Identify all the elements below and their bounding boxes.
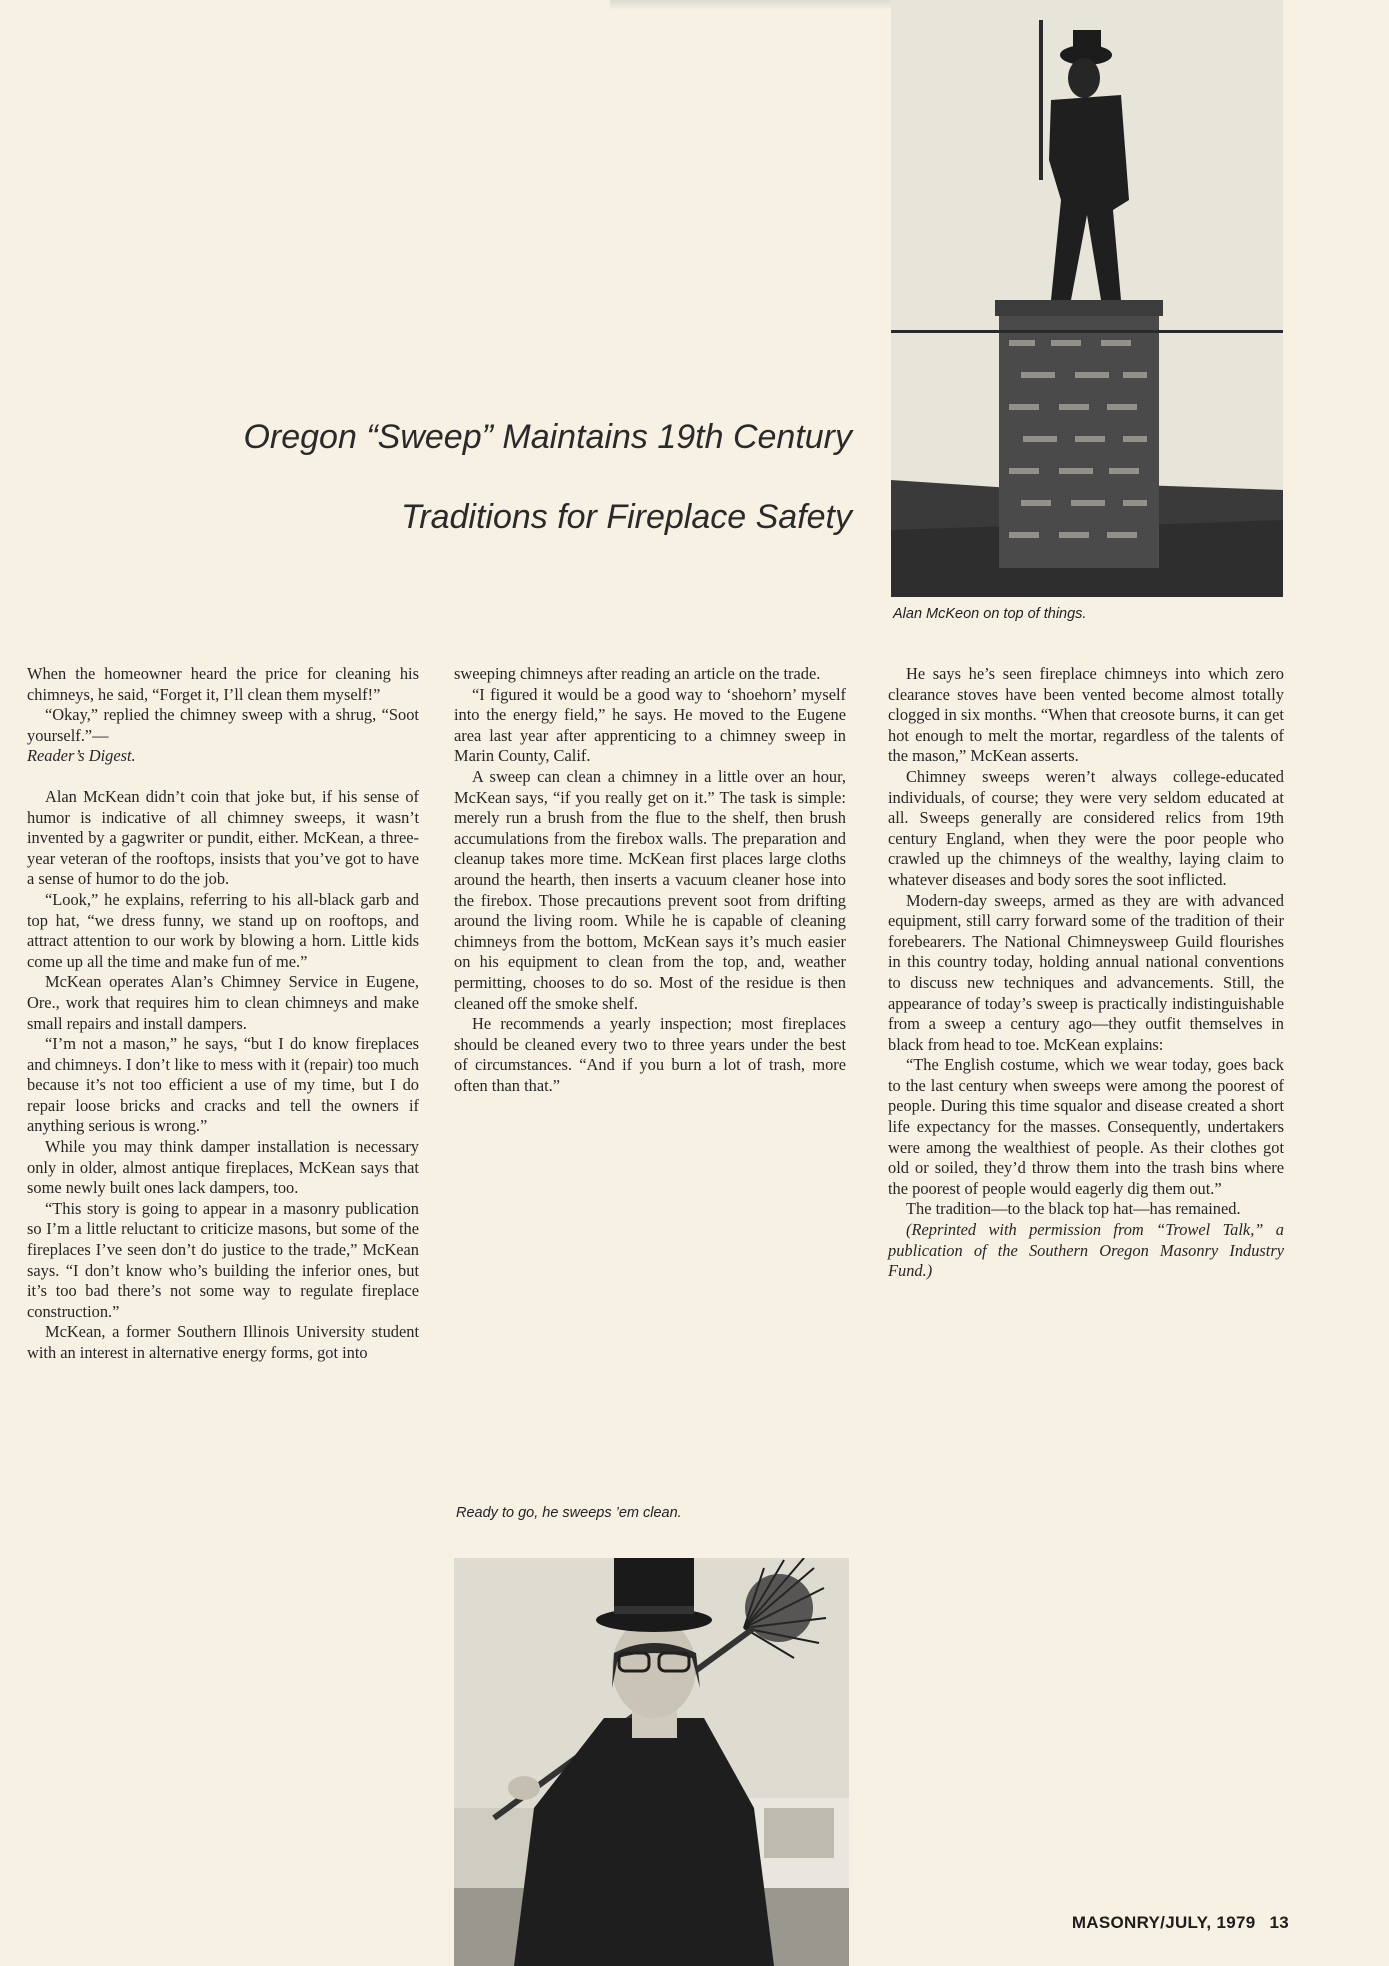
caption-top-photo: Alan McKeon on top of things. [893,606,1087,622]
paragraph: He recommends a yearly inspection; most fireplaces should be cleaned every two to three years under the best of circumstances. “And if you burn a lot of trash, more often than that.” [454,1014,846,1095]
paragraph: He says he’s seen fireplace chimneys into which zero clearance stoves have been vented become almost totally clogged in six months. “When that creosote burns, it can get hot enough to melt the mortar, regardless of the talents of the mason,” McKean asserts. [888,664,1284,766]
caption-bottom-photo: Ready to go, he sweeps ’em clean. [456,1505,682,1521]
paragraph: (Reprinted with permission from “Trowel Talk,” a publication of the Southern Oregon Masonry Industry Fund.) [888,1220,1284,1281]
paragraph: Reader’s Digest. [27,746,136,766]
column-1 [27,664,419,1364]
headline-line-2: Traditions for Fireplace Safety [401,498,852,536]
paragraph: “I’m not a mason,” he says, “but I do know fireplaces and chimneys. I don’t like to mess with it (repair) too much because it’s not too efficient a use of my time, but I do repair loose bricks and cracks and tell the owners if anything serious is wrong.” [27,1034,419,1136]
paragraph: “The English costume, which we wear today, goes back to the last century when sweeps were among the poorest of people. During this time squalor and disease created a short life expectancy for the masses. Consequently, undertakers were among the wealthiest of people. As their clothes got old or soiled, they’d throw them into the trash bins where the poorest of people would eagerly dig them out.” [888,1055,1284,1198]
paragraph: “This story is going to appear in a masonry publication so I’m a little reluctant to criticize masons, but some of the fireplaces I’ve seen don’t do justice to the trade,” McKean says. “I don’t know who’s building the inferior ones, but it’s too bad there’s not some way to regulate fireplace construction.” [27,1198,419,1321]
paragraph: “Look,” he explains, referring to his all-black garb and top hat, “we dress funny, we stand up on rooftops, and attract attention to our work by blowing a horn. Little kids come up all the time and make fun of me.” [27,889,419,971]
paragraph: While you may think damper installation is necessary only in older, almost antique fireplaces, McKean says that some newly built ones lack dampers, too. [27,1137,419,1198]
paragraph: McKean, a former Southern Illinois University student with an interest in alternative energy forms, got into [27,1322,419,1362]
photo-sweep-on-chimney [891,0,1283,597]
paragraph: “Okay,” replied the chimney sweep with a shrug, “Soot yourself.”— [27,705,419,745]
paragraph: sweeping chimneys after reading an article on the trade. [454,664,821,683]
headline-line-1: Oregon “Sweep” Maintains 19th Century [243,418,852,456]
paragraph: When the homeowner heard the price for cleaning his chimneys, he said, “Forget it, I’ll clean them myself!” [27,664,419,704]
paragraph: “I figured it would be a good way to ‘shoehorn’ myself into the energy field,” he says. He moved to the Eugene area last year after apprenticing to a chimney sweep in Marin County, Calif. [454,684,846,766]
column-2 [454,664,846,1096]
page-number: 13 [1269,1913,1289,1932]
page-footer [1072,1913,1289,1933]
publication-date: MASONRY/JULY, 1979 [1071,1913,1256,1932]
paragraph: Modern-day sweeps, armed as they are with advanced equipment, still carry forward some of the tradition of their forebearers. The National Chimneysweep Guild flourishes in this country today, holding annual national conventions to discuss new techniques and advancements. Still, the appearance of today’s sweep is practically indistinguishable from a sweep a century ago—they outfit themselves in black from head to toe. McKean explains: [888,890,1284,1054]
paragraph: Chimney sweeps weren’t always college-educated individuals, of course; they were very seldom educated at all. Sweeps generally are considered relics from 19th century England, when they were the poor people who crawled up the chimneys of the wealthy, laying claim to whatever diseases and body sores the soot inflicted. [888,766,1284,889]
paragraph: A sweep can clean a chimney in a little over an hour, McKean says, “if you really get on it.” The task is simple: merely run a brush from the flue to the shelf, then brush accumulations from the firebox walls. The preparation and cleanup takes more time. McKean first places large cloths around the hearth, then inserts a vacuum cleaner hose into the firebox. Those precautions prevent soot from drifting around the living room. While he is capable of cleaning chimneys from the bottom, McKean says it’s much easier on his equipment to clean from the top, and, weather permitting, chooses to do so. Most of the residue is then cleaned off the smoke shelf. [454,766,846,1013]
paragraph: Alan McKean didn’t coin that joke but, if his sense of humor is indicative of all chimney sweeps, it wasn’t invented by a gagwriter or pundit, either. McKean, a three-year veteran of the rooftops, insists that you’ve got to have a sense of humor to do the job. [27,786,419,889]
paragraph: The tradition—to the black top hat—has remained. [906,1199,1241,1219]
paragraph: McKean operates Alan’s Chimney Service in Eugene, Ore., work that requires him to clean chimneys and make small repairs and install dampers. [27,972,419,1033]
photo-sweep-with-brush [454,1558,849,1966]
column-3 [888,664,1284,1282]
